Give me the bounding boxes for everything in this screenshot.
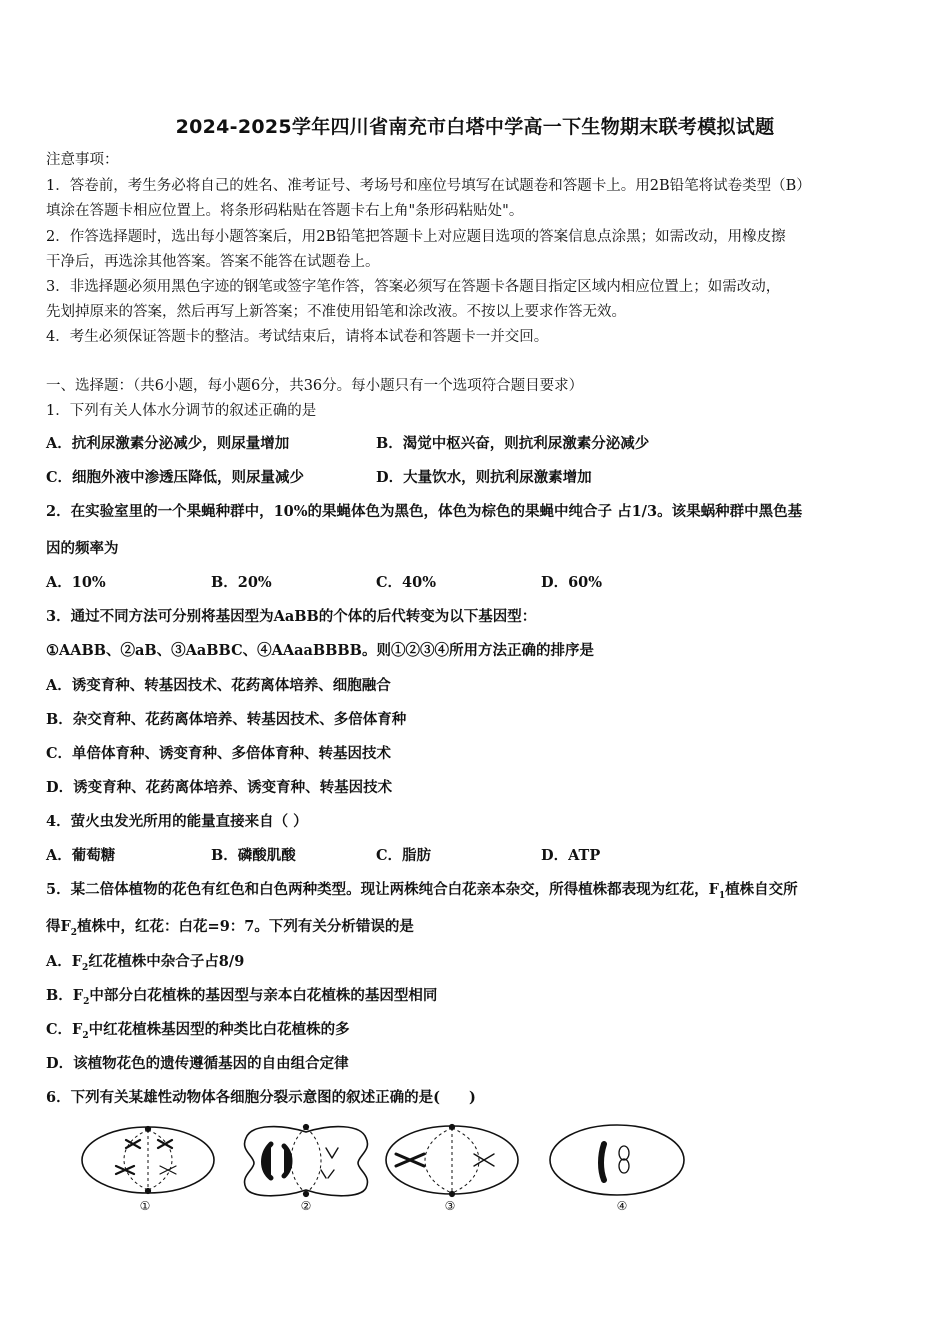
figure-label: ③ (444, 1199, 456, 1213)
question-6-stem: 6．下列有关某雄性动物体各细胞分裂示意图的叙述正确的是( ) (46, 1089, 476, 1106)
notice-line: 填涂在答题卡相应位置上。将条形码粘贴在答题卡右上角"条形码粘贴处"。 (46, 203, 524, 219)
question-3-stem-cont: ①AABB、②aB、③AaBBC、④AAaaBBBB。则①②③④所用方法正确的排序是 (46, 642, 594, 659)
cell-4-membrane (550, 1125, 684, 1195)
notice-line: 2．作答选择题时，选出每小题答案后，用2B铅笔把答题卡上对应题目选项的答案信息点涂黑；如需改动，用橡皮擦 (46, 229, 786, 245)
figure-label: ④ (616, 1199, 628, 1213)
figure-label: ② (300, 1199, 312, 1213)
page-title: 2024-2025学年四川省南充市白塔中学高一下生物期末联考模拟试题 (175, 116, 775, 138)
option-d: D．诱变育种、花药离体培养、诱变育种、转基因技术 (46, 779, 393, 796)
notice-line: 1．答卷前，考生务必将自己的姓名、准考证号、考场号和座位号填写在试题卷和答题卡上。用2B铅笔将试卷类型（B） (46, 178, 811, 194)
option-a: A．诱变育种、转基因技术、花药离体培养、细胞融合 (46, 677, 391, 694)
option-c: C．单倍体育种、诱变育种、多倍体育种、转基因技术 (46, 745, 392, 762)
notice-heading: 注意事项： (46, 152, 119, 168)
option-b: B．$F_2$中部分白花植株的基因型与亲本白花植株的基因型相同 (46, 987, 438, 1007)
option-d: D．ATP (541, 847, 601, 864)
question-4-stem: 4．萤火虫发光所用的能量直接来自（ ） (46, 813, 308, 830)
question-2-stem: 2．在实验室里的一个果蝇种群中，10%的果蝇体色为黑色，体色为棕色的果蝇中纯合子 占1/3。该果蜗种群中黑色基 (46, 503, 803, 520)
option-a: A．$F_2$红花植株中杂合子占8/9 (46, 953, 245, 973)
question-1-stem: 1．下列有关人体水分调节的叙述正确的是 (46, 403, 317, 419)
option-c: C．$F_2$中红花植株基因型的种类比白花植株的多 (46, 1021, 350, 1041)
option-b: B．杂交育种、花药离体培养、转基因技术、多倍体育种 (46, 711, 407, 728)
option-d: D．大量饮水，则抗利尿激素增加 (376, 469, 592, 486)
question-2-stem-cont: 因的频率为 (46, 540, 119, 557)
notice-line: 3．非选择题必须用黑色字迹的钢笔或签字笔作答，答案必须写在答题卡各题目指定区域内相应位置上；如需改动， (46, 279, 781, 295)
question-4-options (46, 846, 906, 866)
option-c: C．脂肪 (376, 847, 432, 864)
notice-line: 先划掉原来的答案，然后再写上新答案；不准使用铅笔和涂改液。不按以上要求作答无效。 (46, 304, 626, 320)
option-a: A．抗利尿激素分泌减少，则尿量增加 (46, 435, 290, 452)
question-5-stem-cont: 得$F_2$植株中，红花：白花=9：7。下列有关分析错误的是 (46, 918, 414, 938)
question-5-stem: 5．某二倍体植物的花色有红色和白色两种类型。现让两株纯合白花亲本杂交，所得植株都表现为红花，$F_1$植株自交所 (46, 881, 798, 901)
option-c: C．40% (376, 574, 436, 591)
section-heading: 一、选择题：（共6小题，每小题6分，共36分。每小题只有一个选项符合题目要求） (46, 378, 584, 394)
option-b: B．20% (211, 574, 272, 591)
cell-division-figure (76, 1118, 696, 1218)
option-a: A．葡萄糖 (46, 847, 116, 864)
notice-line: 4．考生必须保证答题卡的整洁。考试结束后，请将本试卷和答题卡一并交回。 (46, 329, 549, 345)
notice-line: 干净后，再选涂其他答案。答案不能答在试题卷上。 (46, 254, 380, 270)
option-a: A．10% (46, 574, 106, 591)
option-b: B．渴觉中枢兴奋，则抗利尿激素分泌减少 (376, 435, 650, 452)
figure-label: ① (139, 1199, 151, 1213)
question-3-stem: 3．通过不同方法可分别将基因型为AaBB的个体的后代转变为以下基因型： (46, 608, 537, 625)
question-2-options (46, 573, 906, 593)
option-c: C．细胞外液中渗透压降低，则尿量减少 (46, 469, 305, 486)
option-d: D．该植物花色的遗传遵循基因的自由组合定律 (46, 1055, 349, 1072)
question-1-options (46, 468, 906, 488)
question-1-options (46, 434, 906, 454)
option-b: B．磷酸肌酸 (211, 847, 296, 864)
option-d: D．60% (541, 574, 603, 591)
